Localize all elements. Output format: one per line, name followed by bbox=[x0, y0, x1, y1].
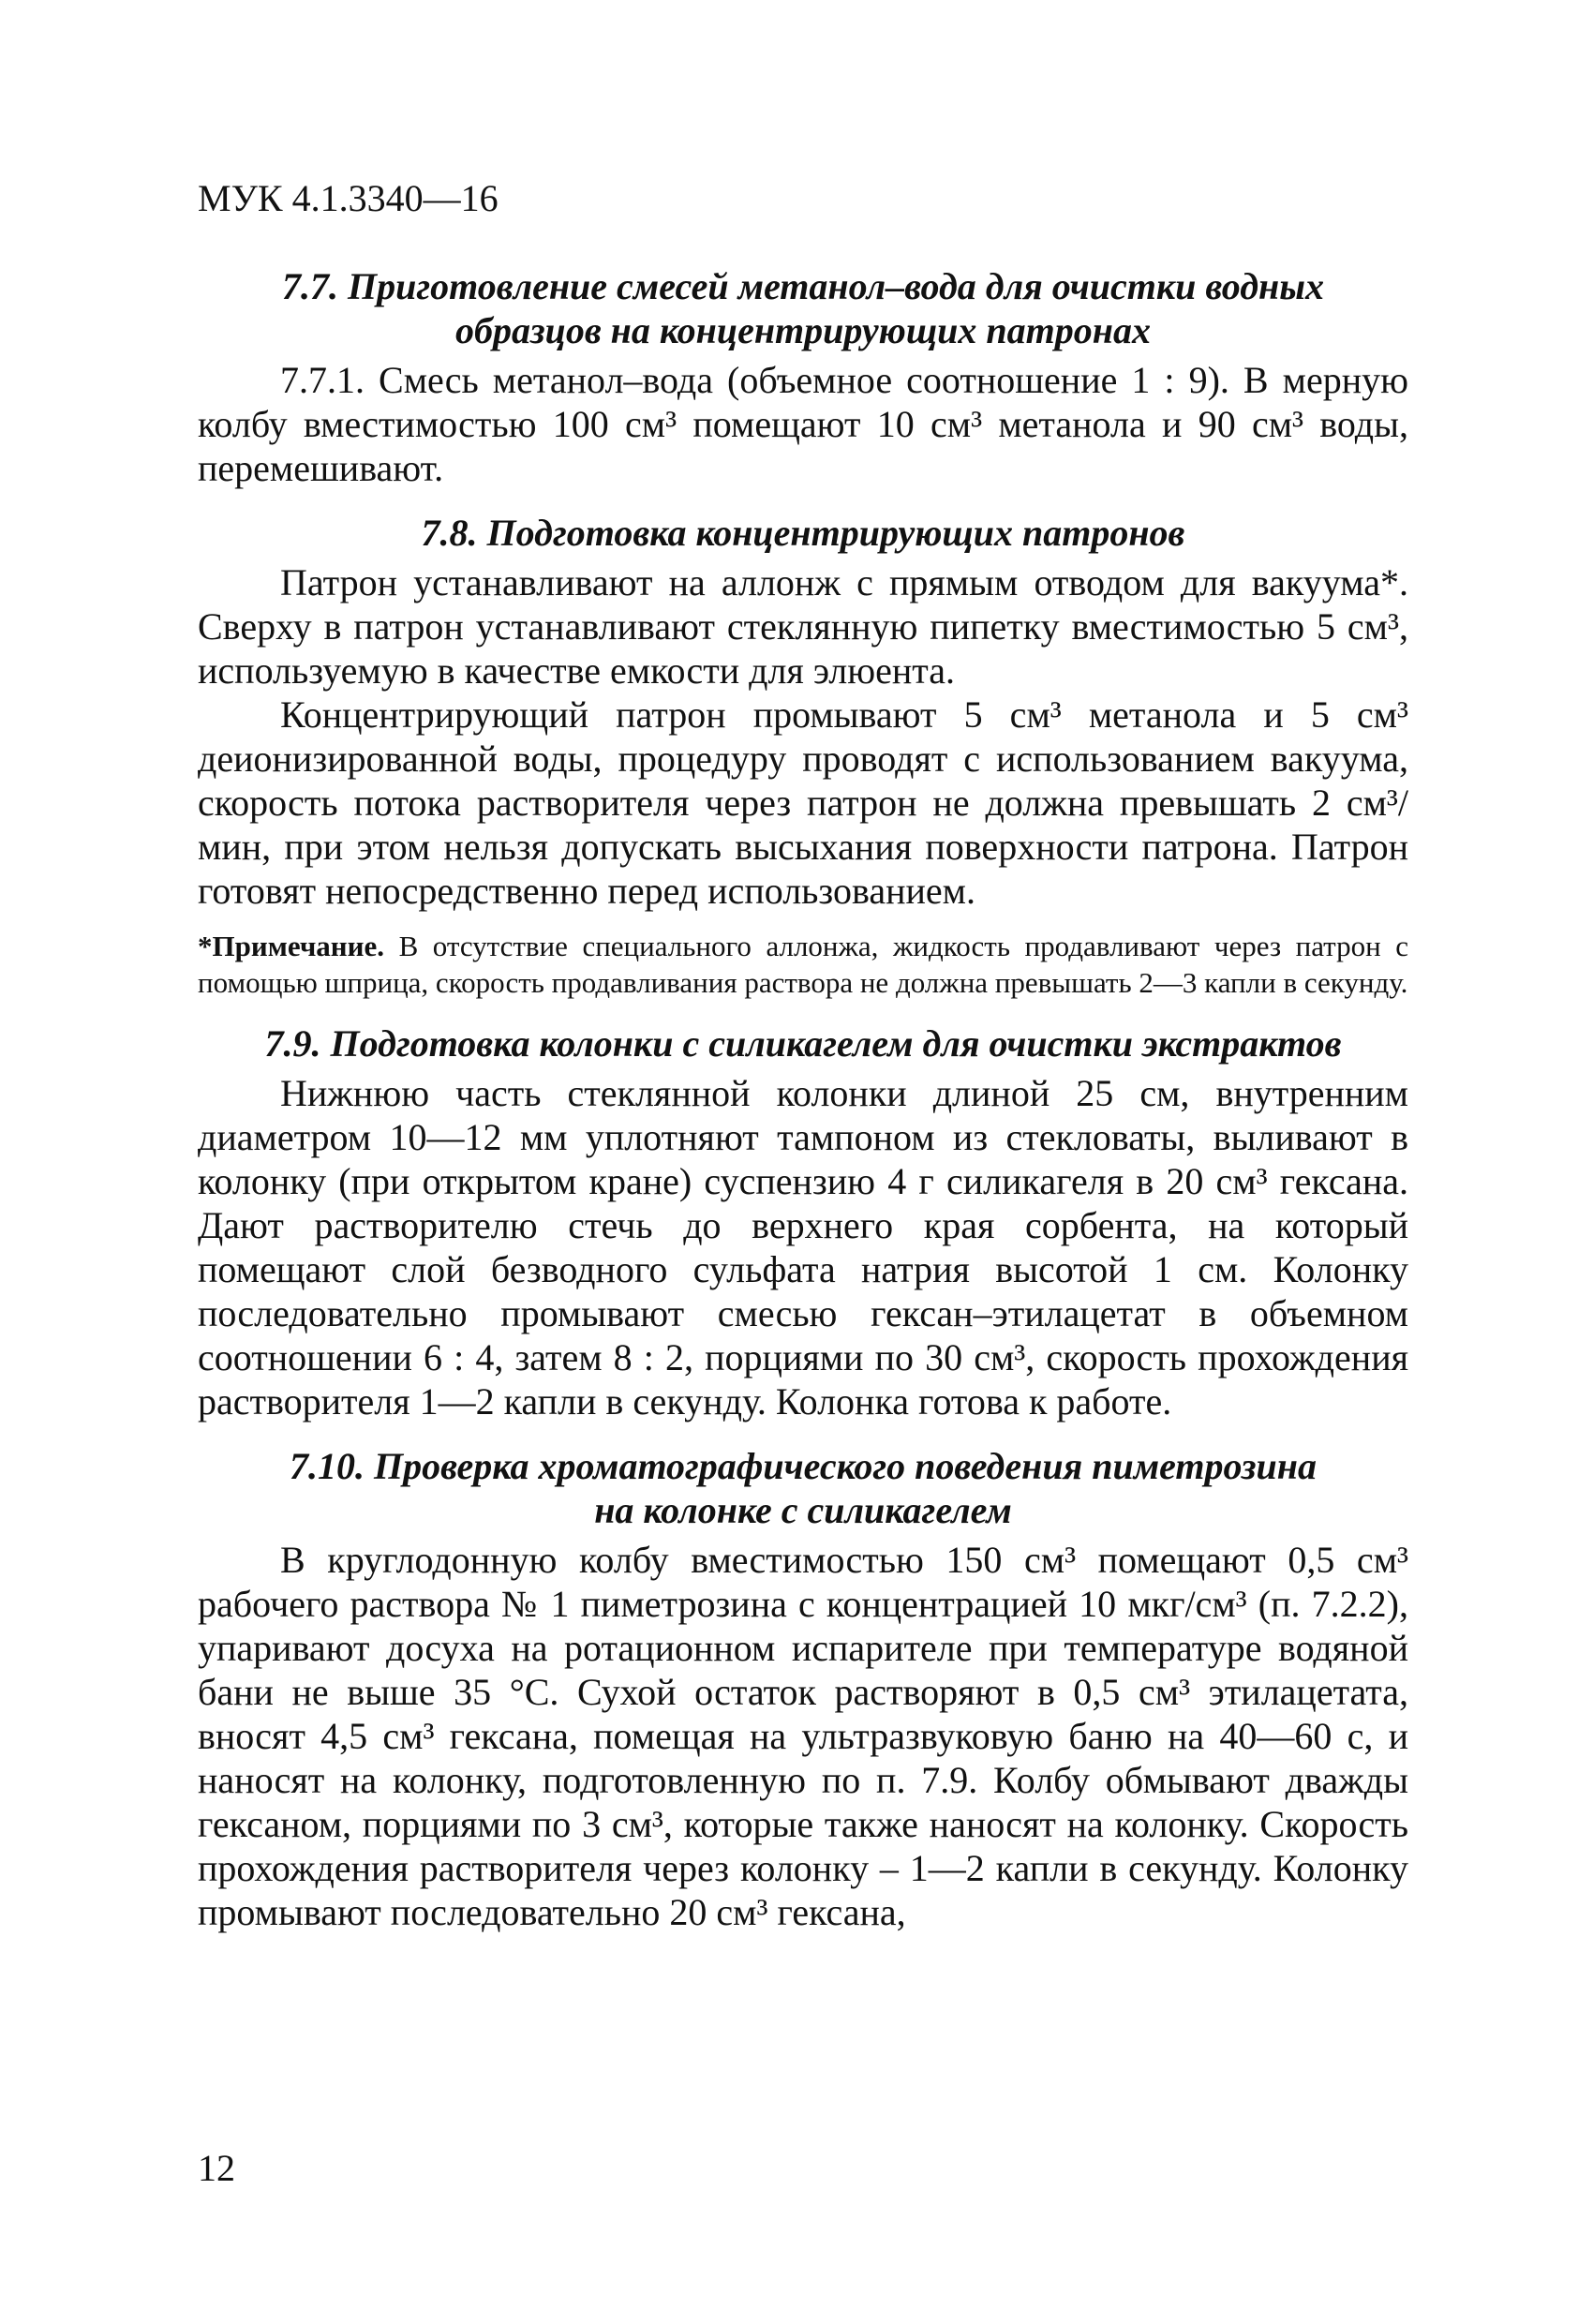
page-number: 12 bbox=[198, 2147, 235, 2189]
document-header: МУК 4.1.3340—16 bbox=[198, 177, 499, 219]
section-7-8-title: 7.8. Подготовка концентрирующих патронов bbox=[421, 512, 1185, 554]
section-7-8-note bbox=[198, 928, 1408, 1001]
note-label: *Примечание. bbox=[198, 930, 385, 962]
section-7-9-title: 7.9. Подготовка колонки с силикагелем для очистки экстрактов bbox=[264, 1022, 1342, 1065]
section-7-10-title bbox=[198, 1444, 1408, 1532]
section-7-10-title-line2: на колонке с силикагелем bbox=[594, 1489, 1012, 1531]
section-7-7-paragraph: 7.7.1. Смесь метанол–вода (объемное соотношение 1 : 9). В мерную колбу вместимостью 100 см³ помещают 10 см³ метанола и 90 см³ воды, перемешивают. bbox=[198, 359, 1408, 489]
section-7-9 bbox=[198, 1021, 1408, 1423]
section-7-8-paragraph-1: Патрон устанавливают на аллонж с прямым отводом для вакуума*. Сверху в патрон устанавливают стеклянную пипетку вместимостью 5 см³, используемую в качестве емкости для элюента. bbox=[198, 561, 1408, 692]
section-7-10-title-line1: 7.10. Проверка хроматографического поведения пиметрозина bbox=[290, 1445, 1317, 1487]
section-7-8 bbox=[198, 511, 1408, 1001]
section-7-10 bbox=[198, 1444, 1408, 1934]
section-7-7 bbox=[198, 264, 1408, 490]
section-7-7-title-line2: образцов на концентрирующих патронах bbox=[455, 309, 1151, 351]
document-body bbox=[198, 264, 1408, 1934]
section-7-8-paragraph-2: Концентрирующий патрон промывают 5 см³ метанола и 5 см³ деионизированной воды, процедуру проводят с использованием вакуума, скорость потока растворителя через патрон не должна превышать 2 см³/мин, при этом нельзя допускать высыхания поверхности патрона. Патрон готовят непосредственно перед использованием. bbox=[198, 693, 1408, 912]
section-7-7-title bbox=[198, 264, 1408, 352]
section-7-10-paragraph: В круглодонную колбу вместимостью 150 см³ помещают 0,5 см³ рабочего раствора № 1 пиметрозина с концентрацией 10 мкг/см³ (п. 7.2.2), упаривают досуха на ротационном испарителе при температуре водяной бани не выше 35 °С. Сухой остаток растворяют в 0,5 см³ этилацетата, вносят 4,5 см³ гексана, помещая на ультразвуковую баню на 40—60 с, и наносят на колонку, подготовленную по п. 7.9. Колбу обмывают дважды гексаном, порциями по 3 см³, которые также наносят на колонку. Скорость прохождения растворителя через колонку – 1—2 капли в секунду. Колонку промывают последовательно 20 см³ гексана, bbox=[198, 1539, 1408, 1933]
section-7-9-paragraph: Нижнюю часть стеклянной колонки длиной 25 см, внутренним диаметром 10—12 мм уплотняют тампоном из стекловаты, выливают в колонку (при открытом кране) суспензию 4 г силикагеля в 20 см³ гексана. Дают растворителю стечь до верхнего края сорбента, на который помещают слой безводного сульфата натрия высотой 1 см. Колонку последовательно промывают смесью гексан–этилацетат в объемном соотношении 6 : 4, затем 8 : 2, порциями по 30 см³, скорость прохождения растворителя 1—2 капли в секунду. Колонка готова к работе. bbox=[198, 1072, 1408, 1423]
note-text: В отсутствие специального аллонжа, жидкость продавливают через патрон с помощью шприца, скорость продавливания раствора не должна превышать 2—3 капли в секунду. bbox=[198, 930, 1408, 999]
section-7-7-title-line1: 7.7. Приготовление смесей метанол–вода для очистки водных bbox=[281, 265, 1324, 307]
